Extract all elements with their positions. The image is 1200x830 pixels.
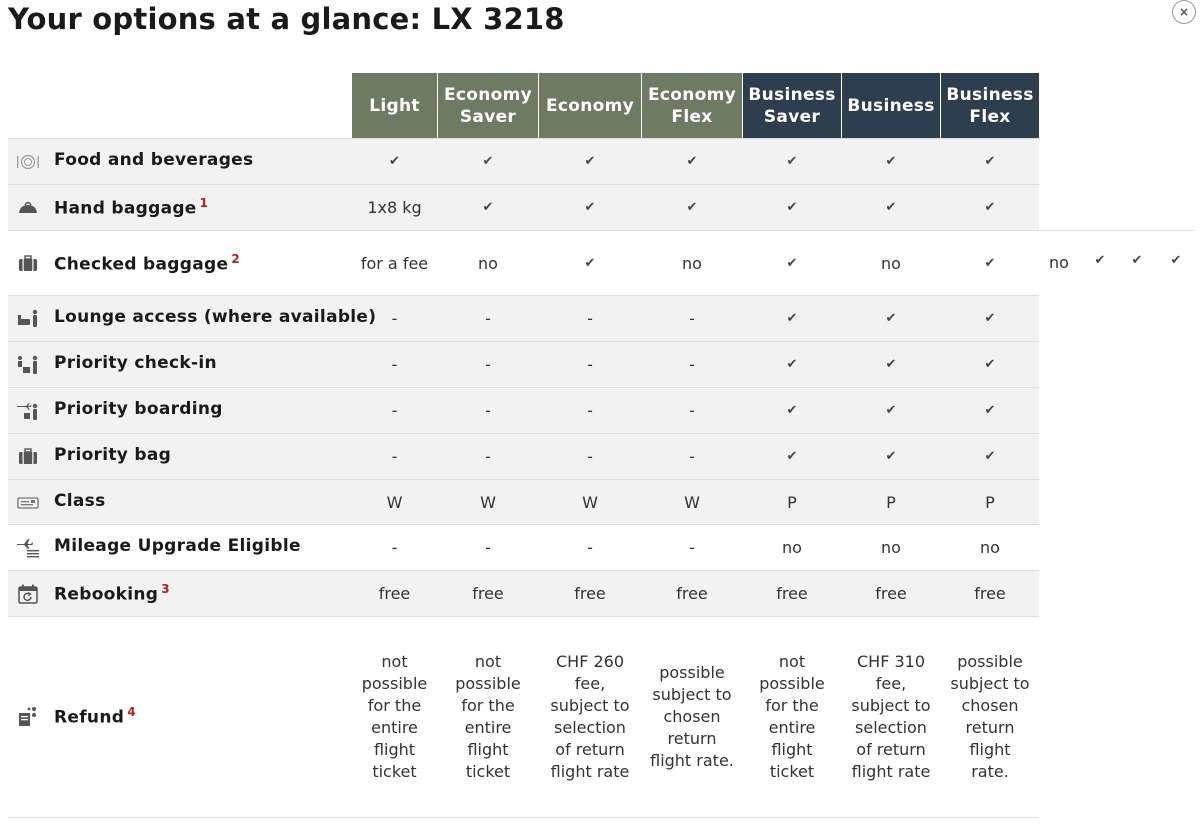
row-label[interactable] (54, 252, 240, 275)
cell-value: ✔ (786, 449, 798, 464)
table-cell (360, 525, 429, 571)
table-row (8, 387, 1039, 434)
cell-value: W (386, 492, 403, 512)
cell-value: - (391, 355, 398, 374)
fare-header-economy[interactable]: Economy (539, 73, 641, 138)
table-cell (650, 480, 734, 525)
checkmark-icon (751, 342, 833, 388)
checkmark-icon (949, 342, 1031, 388)
cell-value: free (875, 584, 907, 603)
cell-value: ✔ (786, 357, 798, 372)
checkmark-icon (751, 296, 833, 342)
close-button[interactable]: × (1172, 0, 1196, 24)
cell-value: ✔ (984, 255, 996, 271)
table-cell (547, 434, 633, 480)
cell-value: no (682, 253, 702, 273)
cell-value: 1x8 kg (367, 198, 422, 217)
cell-value: - (587, 309, 593, 328)
table-cell (547, 480, 633, 525)
table-cell (751, 525, 833, 571)
table-cell (650, 296, 734, 342)
hand-bag-icon (16, 198, 40, 218)
table-row (8, 524, 1039, 571)
table-row (8, 433, 1039, 480)
plate-cutlery-icon (16, 152, 40, 172)
cell-value: possible subject to chosen return flight rate. (950, 652, 1030, 781)
checkmark-icon (650, 139, 734, 185)
cell-value: ✔ (984, 403, 996, 418)
table-cell (547, 525, 633, 571)
cell-value: free (776, 584, 808, 603)
table-cell (360, 480, 429, 525)
cell-value: ✔ (885, 449, 897, 464)
page-title: Your options at a glance: LX 3218 (8, 2, 565, 36)
priority-checkin-icon (16, 355, 40, 375)
row-label[interactable] (54, 353, 217, 373)
cell-value: P (985, 492, 995, 512)
table-cell (547, 296, 633, 342)
checkmark-icon (751, 388, 833, 434)
checkmark-icon (751, 139, 833, 185)
fare-header-economy-flex[interactable]: Economy Flex (642, 73, 742, 138)
cell-value: ✔ (984, 449, 996, 464)
row-label-text: Priority boarding (54, 399, 223, 419)
row-label-text: Checked baggage (54, 254, 229, 275)
cell-value: P (886, 492, 896, 512)
cell-value: ✔ (984, 357, 996, 372)
cell-value: not possible for the entire flight ticket (759, 652, 825, 781)
row-label-text: Priority bag (54, 445, 172, 465)
table-cell (547, 388, 633, 434)
checkmark-icon (949, 388, 1031, 434)
table-cell (850, 571, 932, 617)
footnote-marker[interactable]: 3 (161, 582, 170, 596)
checkmark-icon (949, 231, 1031, 296)
cell-value: free (472, 584, 504, 603)
fare-header-business[interactable]: Business (842, 73, 940, 138)
cell-value: ✔ (786, 403, 798, 418)
cell-value: no (980, 538, 1000, 557)
cell-value: ✔ (984, 311, 996, 326)
table-row (8, 295, 1039, 342)
table-cell (360, 434, 429, 480)
row-label-text: Food and beverages (54, 150, 254, 170)
cell-value: ✔ (786, 255, 798, 271)
table-cell (360, 617, 429, 817)
table-cell (850, 525, 932, 571)
cell-value: free (574, 584, 606, 603)
row-label-text: Mileage Upgrade Eligible (54, 536, 301, 556)
row-label-text: Priority check-in (54, 353, 217, 373)
cell-value: ✔ (885, 357, 897, 372)
footnote-marker[interactable]: 1 (199, 196, 209, 210)
priority-bag-icon (16, 447, 40, 467)
table-cell (446, 296, 530, 342)
fare-header-economy-saver[interactable]: Economy Saver (438, 73, 538, 138)
table-cell (650, 388, 734, 434)
checkmark-icon (850, 388, 932, 434)
table-cell (446, 388, 530, 434)
table-row (8, 479, 1039, 525)
row-label[interactable] (54, 445, 171, 465)
checkmark-icon (949, 185, 1031, 231)
checkmark-icon (850, 185, 932, 231)
row-label-text: Rebooking (54, 584, 159, 605)
ticket-icon (16, 493, 40, 513)
cell-value: - (587, 401, 593, 420)
checkmark-icon (751, 185, 833, 231)
cell-value: - (485, 355, 491, 374)
cell-value: no (881, 538, 901, 557)
row-label-text: Lounge access (where available) (54, 307, 377, 327)
row-label[interactable] (54, 307, 376, 327)
cell-value: for a fee (360, 253, 429, 273)
cell-value: CHF 310 fee, subject to selection of return flight rate (851, 652, 931, 781)
row-label-text: Refund (54, 707, 125, 728)
checkmark-icon (850, 342, 932, 388)
cell-value: ✔ (786, 311, 798, 326)
checkmark-icon (751, 434, 833, 480)
lounge-icon (16, 309, 40, 329)
table-cell (446, 342, 530, 388)
table-cell (751, 571, 833, 617)
table-cell (446, 434, 530, 480)
cell-value: ✔ (885, 154, 897, 169)
priority-boarding-icon (16, 401, 40, 421)
cell-value: W (582, 492, 598, 512)
table-cell (446, 480, 530, 525)
cell-value: not possible for the entire flight ticket (455, 652, 521, 781)
cell-value: ✔ (686, 154, 698, 169)
cell-value: - (689, 309, 695, 328)
table-cell (547, 617, 633, 817)
suitcase-icon (16, 254, 40, 274)
cell-value: - (689, 401, 695, 420)
cell-value: - (587, 538, 593, 557)
cell-value: ✔ (686, 200, 698, 215)
cell-value: free (378, 584, 411, 603)
cell-value: ✔ (389, 154, 400, 169)
cell-value: - (485, 538, 491, 557)
table-cell (751, 480, 833, 525)
cell-value: - (485, 447, 491, 466)
cell-value: free (974, 584, 1006, 603)
table-cell (360, 388, 429, 434)
cell-value: ✔ (584, 255, 596, 271)
row-label[interactable] (54, 150, 253, 170)
table-cell (446, 617, 530, 817)
cell-value: - (391, 401, 398, 420)
table-cell (360, 296, 429, 342)
fare-header-business-flex[interactable]: Business Flex (941, 73, 1039, 138)
refund-icon (16, 707, 40, 727)
table-cell (650, 571, 734, 617)
row-label[interactable] (54, 582, 170, 605)
table-cell (547, 571, 633, 617)
row-label[interactable] (54, 491, 106, 511)
cell-value: - (689, 538, 695, 557)
checkmark-icon (547, 231, 633, 296)
checkmark-icon (446, 139, 530, 185)
cell-value: ✔ (482, 154, 494, 169)
table-cell (547, 342, 633, 388)
table-cell (850, 617, 932, 817)
cell-value: free (676, 584, 708, 603)
row-label-text: Hand baggage (54, 198, 197, 219)
checkmark-icon: ✔ (1094, 252, 1106, 268)
cell-value: W (684, 492, 700, 512)
cell-value: ✔ (584, 154, 596, 169)
table-row (8, 138, 1039, 185)
table-cell (360, 342, 429, 388)
cell-value: ✔ (786, 200, 798, 215)
checkmark-icon (949, 434, 1031, 480)
cell-value: - (391, 447, 398, 466)
cell-value: not possible for the entire flight ticket (361, 652, 428, 781)
cell-value: ✔ (482, 200, 494, 215)
table-cell (850, 480, 932, 525)
checkmark-icon (949, 296, 1031, 342)
table-cell (360, 571, 429, 617)
table-cell (360, 185, 429, 231)
cell-value: - (391, 538, 398, 557)
cell-value: no (881, 253, 901, 273)
footnote-marker[interactable]: 2 (231, 251, 240, 266)
fare-header-business-saver[interactable]: Business Saver (743, 73, 841, 138)
cell-value: P (787, 492, 797, 512)
checkmark-icon (850, 139, 932, 185)
cell-value: possible subject to chosen return flight rate. (650, 663, 734, 770)
table-cell (650, 525, 734, 571)
table-cell (650, 231, 734, 296)
row-label[interactable] (54, 196, 208, 219)
checkmark-icon (446, 185, 530, 231)
table-cell (650, 434, 734, 480)
checkmark-icon (547, 139, 633, 185)
cell-value: - (689, 447, 695, 466)
checkmark-icon (360, 139, 429, 185)
table-cell (650, 617, 734, 817)
table-cell (446, 525, 530, 571)
cell-value: no (478, 253, 498, 273)
cell-value: - (485, 401, 491, 420)
cell-value: ✔ (786, 154, 798, 169)
cell-value: ✔ (885, 403, 897, 418)
table-row (8, 616, 1039, 818)
table-cell (949, 571, 1031, 617)
cell-value: - (689, 355, 695, 374)
overflow-cell: no (1049, 252, 1069, 272)
cell-value: CHF 260 fee, subject to selection of return flight rate (550, 652, 630, 781)
checkmark-icon: ✔ (1131, 252, 1143, 268)
table-row (8, 184, 1039, 231)
table-cell (850, 231, 932, 296)
table-cell (446, 231, 530, 296)
checkmark-icon (547, 185, 633, 231)
row-label-text: Class (54, 490, 106, 511)
checkmark-icon (850, 434, 932, 480)
table-row (8, 570, 1039, 617)
cell-value: - (391, 309, 398, 328)
checkmark-icon (751, 231, 833, 296)
checkmark-icon (650, 185, 734, 231)
row-label[interactable] (54, 536, 301, 556)
footnote-marker[interactable]: 4 (127, 705, 136, 719)
cell-value: - (587, 355, 593, 374)
table-cell (949, 617, 1031, 817)
cell-value: ✔ (885, 311, 897, 326)
table-cell (949, 525, 1031, 571)
calendar-icon (16, 584, 40, 604)
cell-value: - (485, 309, 491, 328)
cell-value: ✔ (584, 200, 596, 215)
cell-value: W (480, 492, 496, 512)
cell-value: ✔ (984, 200, 996, 215)
table-cell (446, 571, 530, 617)
fare-header-light[interactable]: Light (352, 73, 437, 138)
cell-value: ✔ (984, 154, 996, 169)
table-row (8, 230, 1194, 296)
cell-value: no (782, 538, 802, 557)
table-row (8, 341, 1039, 388)
table-cell (949, 480, 1031, 525)
row-label[interactable] (54, 399, 223, 419)
checkmark-icon (949, 139, 1031, 185)
table-cell (650, 342, 734, 388)
table-cell (360, 231, 429, 296)
plane-upgrade-icon (16, 538, 40, 558)
cell-value: - (587, 447, 593, 466)
cell-value: ✔ (885, 200, 897, 215)
checkmark-icon: ✔ (1170, 252, 1182, 268)
checkmark-icon (850, 296, 932, 342)
table-cell (751, 617, 833, 817)
row-label[interactable] (54, 705, 136, 728)
